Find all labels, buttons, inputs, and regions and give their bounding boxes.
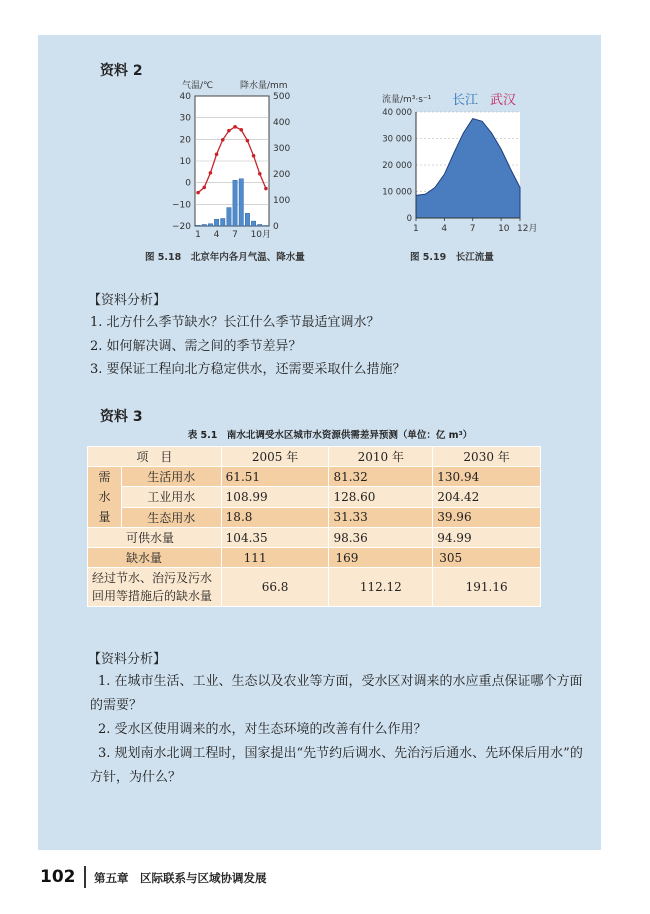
demand-group-text bbox=[92, 467, 117, 527]
fig19-caption: 图 5.19 长江流量 bbox=[410, 252, 494, 263]
cell: 98.36 bbox=[329, 528, 433, 548]
chart18-precip-bar bbox=[221, 218, 225, 226]
cell: 112.12 bbox=[329, 568, 433, 607]
table-row-domestic bbox=[88, 467, 541, 487]
chart18-right-tick: 400 bbox=[273, 118, 291, 128]
table-title: 表 5.1 南水北调受水区城市水资源供需差异预测（单位：亿 m³） bbox=[187, 430, 473, 441]
row-label: 缺水量 bbox=[88, 548, 222, 568]
chart18-right-axis-label: 降水量/mm bbox=[240, 81, 288, 91]
chart18-precip-bar bbox=[214, 219, 218, 226]
chart18-x-tick: 10月 bbox=[250, 230, 272, 238]
table-row-industry bbox=[88, 487, 541, 507]
chart18-left-tick: 20 bbox=[179, 135, 191, 146]
chart18-temp-point bbox=[264, 187, 268, 191]
chart18-temp-point bbox=[258, 172, 262, 176]
chart18-right-tick: 500 bbox=[273, 92, 291, 102]
cell: 305 bbox=[433, 548, 541, 568]
fig18-caption: 图 5.18 北京年内各月气温、降水量 bbox=[145, 252, 305, 263]
cell: 61.51 bbox=[221, 467, 329, 487]
chart18-precip-bar bbox=[202, 224, 206, 226]
header-2010: 2010 年 bbox=[329, 447, 433, 467]
chart18-left-tick: 10 bbox=[179, 157, 191, 167]
cell: 18.8 bbox=[221, 507, 329, 527]
table-row-supply bbox=[88, 528, 541, 548]
cell: 204.42 bbox=[433, 487, 541, 507]
demand-group-char: 量 bbox=[98, 510, 111, 524]
header-2030: 2030 年 bbox=[433, 447, 541, 467]
table-row-ecology bbox=[88, 507, 541, 527]
cell: 191.16 bbox=[433, 568, 541, 607]
cell: 31.33 bbox=[329, 507, 433, 527]
chart18-temp-point bbox=[202, 186, 206, 190]
analysis2-heading: 【资料分析】 bbox=[88, 652, 167, 667]
row-label-line1: 经过节水、治污及污水 bbox=[92, 571, 213, 585]
analysis1-question-3: 3. 要保证工程向北方稳定供水，还需要采取什么措施？ bbox=[90, 362, 406, 377]
analysis2-question-2: 2. 受水区使用调来的水，对生态环境的改善有什么作用？ bbox=[98, 722, 427, 737]
chart19-y-tick: 40 000 bbox=[382, 108, 412, 118]
chart18-temp-point bbox=[239, 128, 243, 132]
chart18-precip-bar bbox=[264, 225, 268, 226]
chart18-left-tick: 30 bbox=[179, 113, 191, 124]
chart18-precip-bar bbox=[251, 221, 255, 226]
chart18-left-tick: 40 bbox=[179, 92, 191, 102]
chart18-precip-bar bbox=[233, 180, 237, 226]
chart18-temp-point bbox=[221, 138, 225, 142]
chapter-title: 第五章 区际联系与区域协调发展 bbox=[94, 871, 267, 885]
chart19-y-tick: 30 000 bbox=[382, 134, 412, 145]
cell: 81.32 bbox=[329, 467, 433, 487]
chart18-x-tick: 1 bbox=[195, 230, 201, 238]
row-label: 可供水量 bbox=[88, 528, 222, 548]
analysis1-heading: 【资料分析】 bbox=[88, 293, 167, 308]
beijing-climate-chart bbox=[160, 78, 300, 238]
water-supply-demand-table bbox=[87, 446, 541, 607]
analysis2-question-1: 1. 在城市生活、工业、生态以及农业等方面，受水区对调来的水应重点保证哪个方面的需要？ bbox=[90, 674, 583, 713]
chart18-temp-point bbox=[196, 191, 200, 195]
chart18-temp-point bbox=[246, 139, 250, 143]
chart19-x-tick: 1 bbox=[413, 224, 419, 234]
material3-heading: 资料 3 bbox=[100, 409, 143, 425]
table-row-after-measures bbox=[88, 568, 541, 607]
page-number: 102 bbox=[40, 867, 76, 887]
chart18-precip-bar bbox=[196, 225, 200, 226]
cell: 169 bbox=[329, 548, 433, 568]
cell: 111 bbox=[221, 548, 329, 568]
chart18-precip-bar bbox=[227, 208, 231, 226]
demand-group-char: 需 bbox=[98, 470, 111, 484]
chart18-precip-bar bbox=[208, 224, 212, 226]
chart18-precip-bar bbox=[245, 213, 249, 226]
chart18-temp-point bbox=[215, 152, 219, 156]
chart18-precip-bar bbox=[258, 224, 262, 226]
yangtze-flow-chart bbox=[378, 90, 538, 240]
chart18-right-tick: 200 bbox=[273, 170, 291, 180]
demand-group-char: 水 bbox=[98, 490, 111, 504]
cell: 108.99 bbox=[221, 487, 329, 507]
chart18-right-tick: 300 bbox=[273, 144, 291, 154]
chart18-left-tick: −20 bbox=[172, 222, 191, 232]
chart18-temp-point bbox=[233, 125, 237, 129]
header-2005: 2005 年 bbox=[221, 447, 329, 467]
chart19-y-tick: 10 000 bbox=[382, 187, 412, 198]
chart18-precip-bar bbox=[239, 179, 243, 226]
material2-heading: 资料 2 bbox=[100, 63, 143, 79]
row-label: 工业用水 bbox=[121, 487, 221, 507]
demand-group-label bbox=[88, 467, 122, 528]
table-header-row bbox=[88, 447, 541, 467]
chart18-temp-point bbox=[252, 154, 256, 158]
analysis2-question-3: 3. 规划南水北调工程时，国家提出“先节约后调水、先治污后通水、先环保后用水”的方针，为什么？ bbox=[90, 746, 583, 785]
cell: 130.94 bbox=[433, 467, 541, 487]
chart19-ylabel: 流量/m³·s⁻¹ bbox=[382, 95, 432, 105]
row-label: 生活用水 bbox=[121, 467, 221, 487]
row-label: 生态用水 bbox=[121, 507, 221, 527]
cell: 66.8 bbox=[221, 568, 329, 607]
chart18-right-tick: 100 bbox=[273, 196, 291, 206]
header-item: 项 目 bbox=[88, 447, 222, 467]
table-row-shortage bbox=[88, 548, 541, 568]
chart19-legend-changjiang: 长江 bbox=[452, 93, 479, 108]
row-label-line2: 回用等措施后的缺水量 bbox=[92, 589, 213, 603]
chart18-left-tick: 0 bbox=[185, 178, 191, 189]
chart18-temp-point bbox=[227, 129, 231, 133]
footer-divider bbox=[84, 866, 86, 888]
cell: 104.35 bbox=[221, 528, 329, 548]
row-label-multiline bbox=[88, 568, 222, 607]
chart19-x-tick: 10 bbox=[498, 224, 510, 234]
chart18-left-tick: −10 bbox=[172, 200, 191, 211]
analysis1-question-1: 1. 北方什么季节缺水？长江什么季节最适宜调水？ bbox=[90, 315, 380, 330]
cell: 94.99 bbox=[433, 528, 541, 548]
chart19-y-tick: 0 bbox=[406, 214, 412, 224]
chart18-x-tick: 7 bbox=[232, 230, 238, 238]
chart19-legend-wuhan: 武汉 bbox=[490, 93, 517, 108]
chart19-x-tick: 12月 bbox=[517, 224, 538, 234]
chart18-left-axis-label: 气温/℃ bbox=[182, 81, 214, 91]
chart18-right-tick: 0 bbox=[273, 222, 279, 232]
chart18-temp-point bbox=[209, 171, 213, 175]
analysis1-question-2: 2. 如何解决调、需之间的季节差异？ bbox=[90, 339, 302, 354]
cell: 128.60 bbox=[329, 487, 433, 507]
chart19-x-tick: 7 bbox=[469, 224, 476, 234]
cell: 39.96 bbox=[433, 507, 541, 527]
chart19-x-tick: 4 bbox=[441, 224, 448, 234]
chart18-x-tick: 4 bbox=[213, 230, 220, 238]
chart19-y-tick: 20 000 bbox=[382, 161, 412, 171]
